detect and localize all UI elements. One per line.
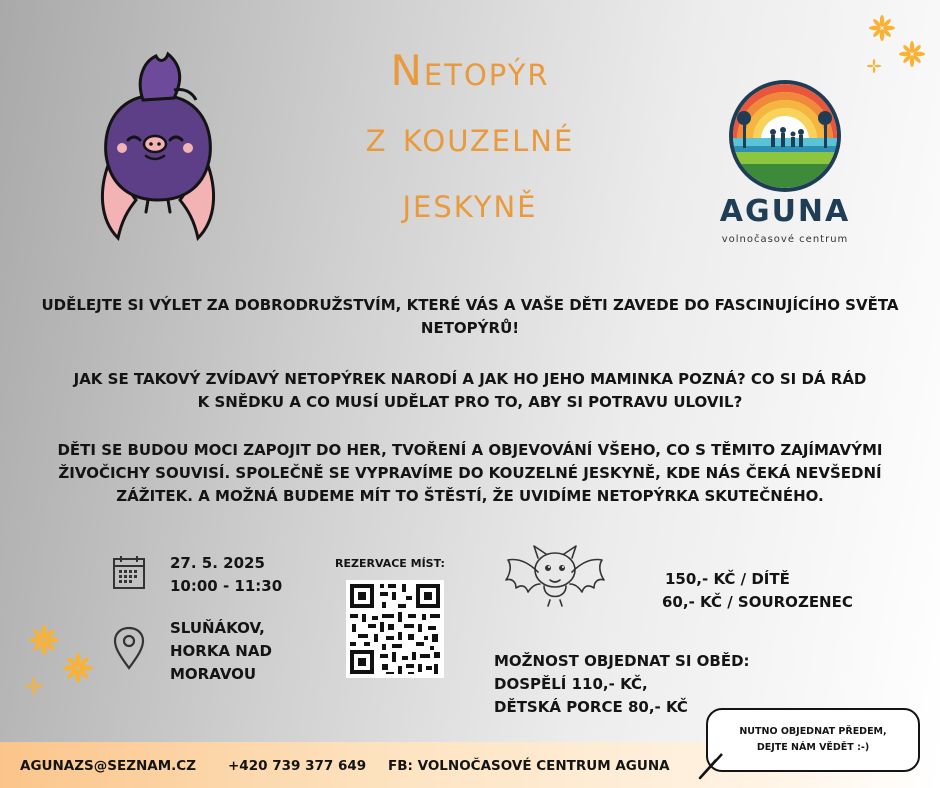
logo-name: AGUNA: [719, 194, 851, 229]
flower-icon: [862, 10, 932, 80]
location-pin-icon: [112, 626, 146, 670]
reservation-label: REZERVACE MÍST:: [335, 557, 445, 570]
speech-bubble-tail: [696, 752, 726, 782]
lunch-kids: DĚTSKÁ PORCE 80,- KČ: [494, 698, 688, 716]
footer-phone[interactable]: +420 739 377 649: [228, 758, 367, 774]
footer-facebook[interactable]: FB: VOLNOČASOVÉ CENTRUM AGUNA: [388, 758, 670, 774]
event-place: [170, 617, 272, 686]
place-line-2: HORKA NAD: [170, 642, 272, 660]
logo-subtitle: volnočasové centrum: [721, 234, 849, 245]
title-line-2: z kouzelné: [365, 112, 575, 161]
event-datetime: [170, 552, 282, 598]
flower-icon: [18, 618, 103, 703]
aguna-logo: [705, 76, 865, 251]
title-line-3: jeskyně: [402, 178, 538, 227]
price-sibling: 60,- KČ / SOUROZENEC: [662, 593, 853, 611]
price-list: [662, 568, 853, 614]
bat-illustration: [88, 50, 228, 245]
price-child: 150,- KČ / DÍTĚ: [665, 570, 790, 588]
question-line-2: K SNĚDKU A CO MUSÍ UDĚLAT PRO TO, ABY SI POTRAVU ULOVIL?: [197, 393, 743, 411]
activity-line-2: ŽIVOČICHY SOUVISÍ. SPOLEČNĚ SE VYPRAVÍME DO KOUZELNÉ JESKYNĚ, KDE NÁS ČEKÁ NEVŠEDNÍ: [58, 464, 882, 482]
lunch-heading: MOŽNOST OBJEDNAT SI OBĚD:: [494, 652, 750, 670]
title-line-1: Netopýr: [390, 46, 550, 95]
footer-email[interactable]: AGUNAZS@SEZNAM.CZ: [20, 758, 196, 774]
place-line-1: SLUŇÁKOV,: [170, 619, 265, 637]
activity-line-1: DĚTI SE BUDOU MOCI ZAPOJIT DO HER, TVOŘENÍ A OBJEVOVÁNÍ VŠEHO, CO S TĚMITO ZAJÍMAVÝMI: [57, 441, 883, 459]
bubble-line-1: NUTNO OBJEDNAT PŘEDEM,: [739, 726, 887, 737]
question-line-1: JAK SE TAKOVÝ ZVÍDAVÝ NETOPÝREK NARODÍ A JAK HO JEHO MAMINKA POZNÁ? CO SI DÁ RÁD: [73, 370, 867, 388]
qr-code[interactable]: [346, 580, 444, 678]
page-title: [230, 38, 710, 236]
logo-emblem-icon: [723, 76, 847, 194]
lunch-info: [494, 650, 750, 719]
bat-outline-illustration: [504, 540, 606, 614]
event-time: 10:00 - 11:30: [170, 577, 283, 595]
question-paragraph: [20, 368, 920, 414]
speech-bubble: [706, 708, 920, 772]
event-date: 27. 5. 2025: [170, 554, 265, 572]
activity-paragraph: [20, 439, 920, 508]
bubble-line-2: DEJTE NÁM VĚDĚT :-): [756, 742, 870, 753]
calendar-icon: [112, 554, 146, 590]
place-line-3: MORAVOU: [170, 665, 257, 683]
intro-paragraph: UDĚLEJTE SI VÝLET ZA DOBRODRUŽSTVÍM, KTERÉ VÁS A VAŠE DĚTI ZAVEDE DO FASCINUJÍCÍHO SVĚTA NETOPÝRŮ!: [41, 296, 899, 337]
activity-line-3: ZÁŽITEK. A MOŽNÁ BUDEME MÍT TO ŠTĚSTÍ, ŽE UVIDÍME NETOPÝRKA SKUTEČNÉHO.: [116, 487, 824, 505]
lunch-adults: DOSPĚLÍ 110,- KČ,: [494, 675, 648, 693]
